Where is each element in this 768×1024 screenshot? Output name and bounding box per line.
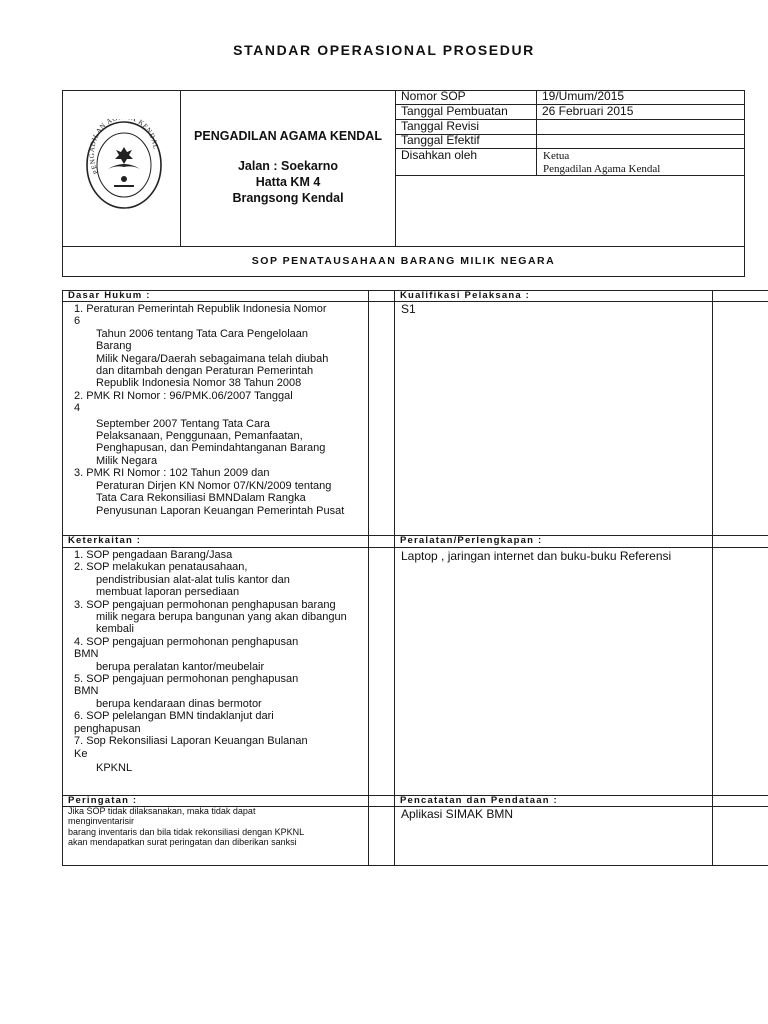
list-item: Peraturan Dirjen KN Nomor 07/KN/2009 tentang bbox=[96, 479, 332, 492]
list-item: 4 bbox=[74, 402, 81, 415]
divider bbox=[368, 290, 369, 865]
list-item: menginventarisir bbox=[68, 816, 135, 827]
kualifikasi-header: Kualifikasi Pelaksana : bbox=[400, 290, 531, 301]
meta-label-nomor: Nomor SOP bbox=[401, 89, 466, 103]
list-item: Ke bbox=[74, 747, 88, 760]
meta-label-efektif: Tanggal Efektif bbox=[401, 133, 480, 147]
court-seal-logo bbox=[84, 119, 164, 211]
list-item: 3. SOP pengajuan permohonan penghapusan barang bbox=[74, 598, 336, 611]
divider bbox=[62, 865, 768, 866]
keterkaitan-header: Keterkaitan : bbox=[68, 535, 142, 546]
list-item: berupa kendaraan dinas bermotor bbox=[96, 697, 262, 710]
list-item: 1. SOP pengadaan Barang/Jasa bbox=[74, 549, 233, 561]
list-item: 7. Sop Rekonsiliasi Laporan Keuangan Bulanan bbox=[74, 735, 308, 748]
list-item: 6 bbox=[74, 315, 81, 328]
meta-value-nomor: 19/Umum/2015 bbox=[542, 89, 625, 103]
list-item: KPKNL bbox=[96, 761, 133, 774]
list-item: Milik Negara/Daerah sebagaimana telah diubah bbox=[96, 352, 329, 365]
meta-label-disahkan: Disahkan oleh bbox=[401, 148, 478, 162]
divider bbox=[62, 290, 63, 865]
list-item: akan mendapatkan surat peringatan dan diberikan sanksi bbox=[68, 836, 297, 847]
court-address-line1: Jalan : Soekarno bbox=[237, 159, 339, 173]
pencatatan-header: Pencatatan dan Pendataan : bbox=[400, 795, 558, 806]
list-item: barang inventaris dan bila tidak rekonsiliasi dengan KPKNL bbox=[68, 826, 305, 837]
divider bbox=[712, 290, 713, 865]
list-item: September 2007 Tentang Tata Cara bbox=[96, 417, 270, 430]
list-item: Penghapusan, dan Pemindahtanganan Barang bbox=[96, 442, 326, 455]
list-item: Penyusunan Laporan Keuangan Pemerintah Pusat bbox=[96, 504, 345, 517]
list-item: pendistribusian alat-alat tulis kantor dan bbox=[96, 573, 290, 586]
meta-label-pembuatan: Tanggal Pembuatan bbox=[401, 104, 508, 118]
list-item: Milik Negara bbox=[96, 454, 158, 467]
kualifikasi-value: S1 bbox=[401, 302, 416, 316]
meta-value-disahkan-2: Pengadilan Agama Kendal bbox=[543, 163, 661, 175]
list-item: Tata Cara Rekonsiliasi BMNDalam Rangka bbox=[96, 492, 306, 505]
list-item: Republik Indonesia Nomor 38 Tahun 2008 bbox=[96, 377, 302, 390]
list-item: BMN bbox=[74, 648, 99, 661]
list-item: 4. SOP pengajuan permohonan penghapusan bbox=[74, 635, 299, 648]
list-item: 6. SOP pelelangan BMN tindaklanjut dari bbox=[74, 710, 274, 723]
list-item: 2. SOP melakukan penatausahaan, bbox=[74, 561, 248, 574]
sop-title: SOP PENATAUSAHAAN BARANG MILIK NEGARA bbox=[251, 255, 556, 267]
list-item: berupa peralatan kantor/meubelair bbox=[96, 660, 265, 673]
list-item: milik negara berupa bangunan yang akan dibangun bbox=[96, 611, 347, 624]
divider bbox=[536, 90, 537, 176]
divider bbox=[180, 90, 181, 247]
peralatan-value: Laptop , jaringan internet dan buku-buku Referensi bbox=[401, 549, 672, 563]
list-item: 3. PMK RI Nomor : 102 Tahun 2009 dan bbox=[74, 467, 270, 480]
list-item: 2. PMK RI Nomor : 96/PMK.06/2007 Tanggal bbox=[74, 389, 293, 402]
meta-value-pembuatan: 26 Februari 2015 bbox=[542, 104, 634, 118]
list-item: kembali bbox=[96, 623, 134, 636]
court-address-line2: Hatta KM 4 bbox=[255, 175, 321, 189]
list-item: Tahun 2006 tentang Tata Cara Pengelolaan bbox=[96, 327, 309, 340]
list-item: 5. SOP pengajuan permohonan penghapusan bbox=[74, 673, 299, 686]
dasar-hukum-header: Dasar Hukum : bbox=[68, 290, 151, 301]
document-title: STANDAR OPERASIONAL PROSEDUR bbox=[233, 42, 535, 58]
list-item: Pelaksanaan, Penggunaan, Pemanfaatan, bbox=[96, 430, 303, 443]
list-item: membuat laporan persediaan bbox=[96, 586, 240, 599]
court-name: PENGADILAN AGAMA KENDAL bbox=[194, 129, 382, 143]
dasar-hukum-list bbox=[74, 303, 362, 517]
list-item: Barang bbox=[96, 340, 132, 353]
list-item: BMN bbox=[74, 685, 99, 698]
divider bbox=[394, 290, 395, 865]
keterkaitan-list bbox=[74, 549, 364, 774]
divider bbox=[62, 246, 745, 247]
meta-label-revisi: Tanggal Revisi bbox=[401, 119, 480, 133]
list-item: penghapusan bbox=[74, 722, 141, 735]
list-item: Jika SOP tidak dilaksanakan, maka tidak dapat bbox=[68, 806, 256, 816]
pencatatan-value: Aplikasi SIMAK BMN bbox=[401, 807, 514, 821]
peringatan-header: Peringatan : bbox=[68, 795, 138, 806]
list-item: dan ditambah dengan Peraturan Pemerintah bbox=[96, 365, 314, 378]
court-address-line3: Brangsong Kendal bbox=[232, 191, 344, 205]
peralatan-header: Peralatan/Perlengkapan : bbox=[400, 535, 543, 546]
list-item: 1. Peraturan Pemerintah Republik Indonesia Nomor bbox=[74, 303, 327, 315]
divider bbox=[62, 547, 768, 548]
peringatan-text bbox=[68, 806, 364, 847]
meta-value-disahkan: Ketua bbox=[543, 150, 570, 162]
svg-text:PENGADILAN AGAMA KENDAL: PENGADILAN A KENDAL bbox=[87, 119, 160, 176]
